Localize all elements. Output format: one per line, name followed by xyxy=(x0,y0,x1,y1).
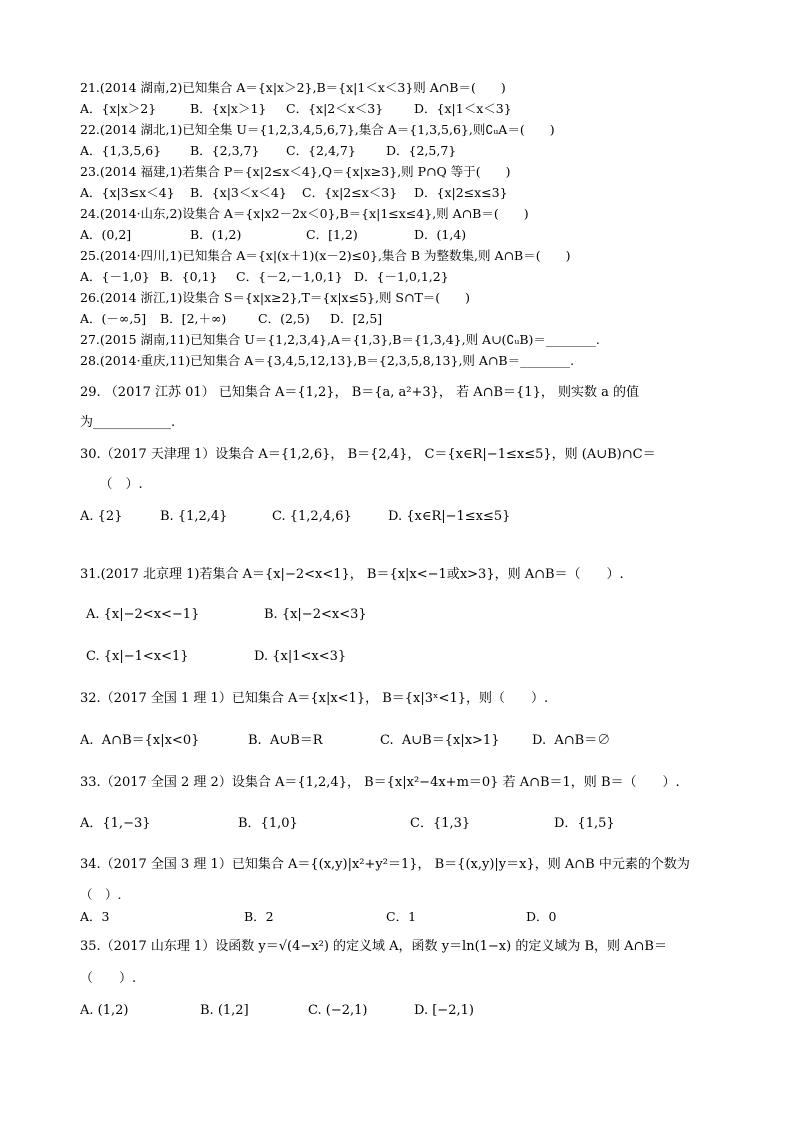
q22-option-c: C．{2,4,7} xyxy=(286,143,356,158)
q26-option-a: A．(－∞,5] xyxy=(80,311,147,326)
q22-option-d: D．{2,5,7} xyxy=(386,143,457,158)
q21-option-a: A．{x|x＞2} xyxy=(80,101,157,116)
q34-option-a: A．3 xyxy=(80,909,110,924)
q31-option-d: D. {x|1<x<3} xyxy=(254,649,347,664)
q31-option-b: B. {x|−2<x<3} xyxy=(264,607,367,622)
q35-option-d: D. [−2,1) xyxy=(414,1003,474,1018)
q29-stem: 29. （2017 江苏 01） 已知集合 A＝{1,2}， B＝{a, a²+3}， 若 A∩B＝{1}， 则实数 a 的值 xyxy=(80,385,639,400)
q34-option-b: B．2 xyxy=(244,909,274,924)
q33-option-d: D．{1,5} xyxy=(554,816,615,831)
q32-stem: 32.（2017 全国 1 理 1）已知集合 A＝{x|x<1}， B＝{x|3ˣ<1}，则（ ）. xyxy=(80,691,549,706)
q22-option-b: B．{2,3,7} xyxy=(190,143,260,158)
q26-option-d: D．[2,5] xyxy=(330,311,383,326)
q27-stem: 27.(2015 湖南,11)已知集合 U＝{1,2,3,4},A＝{1,3},B＝{1,3,4},则 A∪(∁ᵤB)＝________. xyxy=(80,332,600,347)
q32-option-c: C. A∪B＝{x|x>1} xyxy=(380,733,500,748)
q33-option-a: A．{1,−3} xyxy=(80,816,151,831)
q21-option-c: C．{x|2＜x＜3} xyxy=(286,101,384,116)
q23-option-b: B．{x|3＜x＜4} xyxy=(190,185,287,200)
q22-stem: 22.(2014 湖北,1)已知全集 U＝{1,2,3,4,5,6,7},集合 A＝{1,3,5,6},则∁ᵤA＝( ) xyxy=(80,122,555,137)
q34-stem-cont: （ ）. xyxy=(80,887,122,902)
q33-stem: 33.（2017 全国 2 理 2）设集合 A＝{1,2,4}， B＝{x|x²−4x+m＝0} 若 A∩B＝1，则 B＝（ ）. xyxy=(80,775,680,790)
q28-stem: 28.(2014·重庆,11)已知集合 A＝{3,4,5,12,13},B＝{2,3,5,8,13},则 A∩B＝________. xyxy=(80,353,575,368)
q30-option-a: A. {2} xyxy=(80,509,123,524)
q31-stem: 31.(2017 北京理 1)若集合 A＝{x|−2<x<1}， B＝{x|x<−1或x>3}，则 A∩B＝（ ）. xyxy=(80,567,624,582)
q35-option-c: C. (−2,1) xyxy=(308,1003,368,1018)
q30-option-c: C. {1,2,4,6} xyxy=(272,509,352,524)
q26-option-c: C．(2,5) xyxy=(258,311,310,326)
q21-option-d: D．{x|1＜x＜3} xyxy=(414,101,512,116)
q23-option-a: A．{x|3≤x＜4} xyxy=(80,185,175,200)
q25-option-b: B．{0,1} xyxy=(160,269,218,284)
q23-option-c: C．{x|2≤x＜3} xyxy=(302,185,398,200)
q25-option-d: D．{－1,0,1,2} xyxy=(354,269,449,284)
q25-option-c: C．{－2,－1,0,1} xyxy=(236,269,343,284)
q24-stem: 24.(2014·山东,2)设集合 A＝{x|x2－2x＜0},B＝{x|1≤x≤4},则 A∩B＝( ) xyxy=(80,206,529,221)
q24-option-c: C．[1,2) xyxy=(306,227,358,242)
q31-option-a: A. {x|−2<x<−1} xyxy=(86,607,200,622)
q30-option-b: B. {1,2,4} xyxy=(160,509,228,524)
q34-stem: 34.（2017 全国 3 理 1）已知集合 A＝{(x,y)|x²+y²＝1}， B＝{(x,y)|y＝x}，则 A∩B 中元素的个数为 xyxy=(80,857,690,872)
q35-stem-cont: （ ）. xyxy=(80,971,137,986)
q32-option-d: D. A∩B＝∅ xyxy=(532,733,611,748)
q30-stem-cont: （ ）. xyxy=(80,477,143,492)
q24-option-b: B．(1,2) xyxy=(190,227,242,242)
q35-option-a: A. (1,2) xyxy=(80,1003,129,1018)
q22-option-a: A．{1,3,5,6} xyxy=(80,143,162,158)
q26-stem: 26.(2014 浙江,1)设集合 S＝{x|x≥2},T＝{x|x≤5},则 S∩T＝( ) xyxy=(80,290,471,305)
q33-option-c: C．{1,3} xyxy=(410,816,471,831)
q21-stem: 21.(2014 湖南,2)已知集合 A＝{x|x＞2},B＝{x|1＜x＜3}则 A∩B＝( ) xyxy=(80,80,506,95)
q21-option-b: B．{x|x＞1} xyxy=(190,101,267,116)
q26-option-b: B．[2,＋∞) xyxy=(160,311,227,326)
q24-option-d: D．(1,4) xyxy=(414,227,467,242)
q23-stem: 23.(2014 福建,1)若集合 P＝{x|2≤x＜4},Q＝{x|x≥3},则 P∩Q 等于( ) xyxy=(80,164,511,179)
q35-stem: 35.（2017 山东理 1）设函数 y＝√(4−x²) 的定义域 A，函数 y＝ln(1−x) 的定义域为 B，则 A∩B＝ xyxy=(80,939,667,954)
q31-option-c: C. {x|−1<x<1} xyxy=(86,649,189,664)
q29-stem-cont: 为____________. xyxy=(80,415,176,430)
q35-option-b: B. (1,2] xyxy=(200,1003,249,1018)
q30-stem: 30.（2017 天津理 1）设集合 A＝{1,2,6}， B＝{2,4}， C＝{x∈R|−1≤x≤5}，则 (A∪B)∩C＝ xyxy=(80,447,656,462)
q25-stem: 25.(2014·四川,1)已知集合 A＝{x|(x＋1)(x－2)≤0},集合 B 为整数集,则 A∩B＝( ) xyxy=(80,248,571,263)
q33-option-b: B．{1,0} xyxy=(238,816,298,831)
q32-option-b: B. A∪B＝R xyxy=(248,733,323,748)
q25-option-a: A．{－1,0} xyxy=(80,269,150,284)
q32-option-a: A. A∩B＝{x|x<0} xyxy=(80,733,200,748)
q30-option-d: D. {x∈R|−1≤x≤5} xyxy=(388,509,511,524)
q24-option-a: A．(0,2] xyxy=(80,227,132,242)
q23-option-d: D．{x|2≤x≤3} xyxy=(414,185,508,200)
q34-option-d: D．0 xyxy=(526,909,557,924)
q34-option-c: C．1 xyxy=(386,909,417,924)
